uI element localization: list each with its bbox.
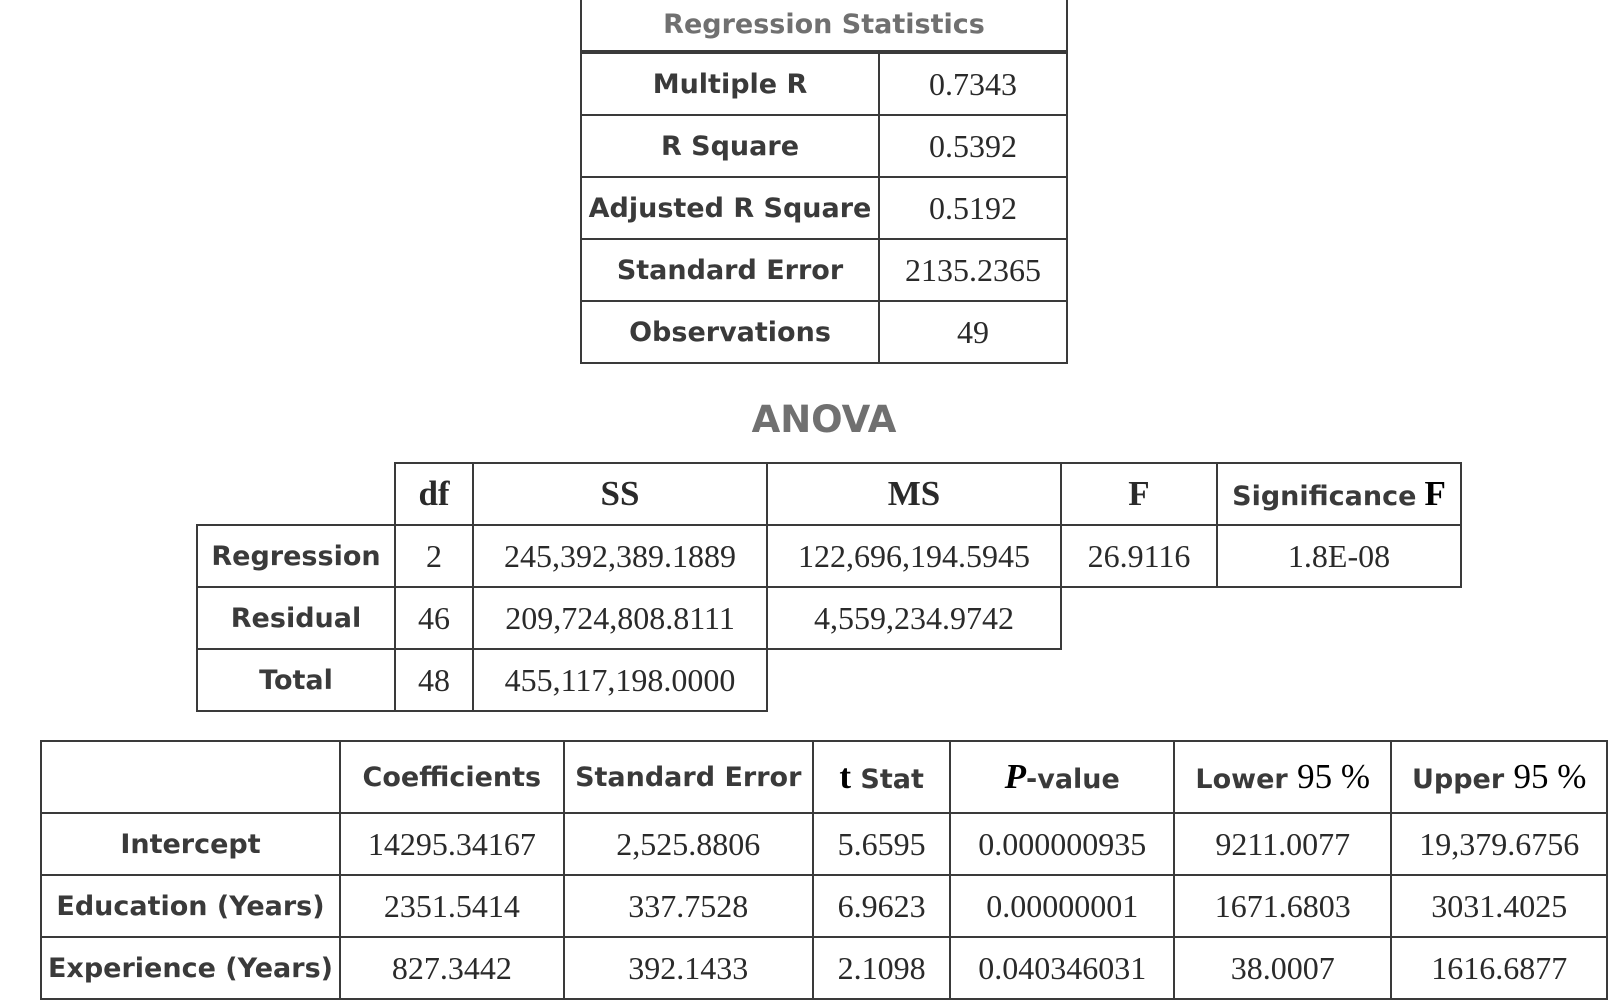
f-cell: 26.9116 <box>1061 525 1217 587</box>
lower-95-cell: 9211.0077 <box>1174 813 1391 875</box>
empty-cell <box>41 741 340 813</box>
row-label: Residual <box>197 587 395 649</box>
p-letter: P <box>1004 757 1027 796</box>
stat-value: 0.5192 <box>879 177 1067 239</box>
p-value-cell: 0.000000935 <box>950 813 1174 875</box>
significance-label: Significance <box>1232 481 1417 512</box>
stat-label: Stat <box>851 764 924 795</box>
row-label: Experience (Years) <box>41 937 340 999</box>
ms-cell: 122,696,194.5945 <box>767 525 1061 587</box>
ss-cell: 455,117,198.0000 <box>473 649 767 711</box>
stat-value: 2135.2365 <box>879 239 1067 301</box>
t-stat-cell: 5.6595 <box>813 813 951 875</box>
p-value-header <box>950 741 1174 813</box>
df-header: df <box>395 463 473 525</box>
lower-95-header <box>1174 741 1391 813</box>
significance-cell: 1.8E-08 <box>1217 525 1461 587</box>
significance-f-header <box>1217 463 1461 525</box>
coefficients-header: Coefficients <box>340 741 564 813</box>
t-stat-cell: 6.9623 <box>813 875 951 937</box>
table-row <box>581 177 1067 239</box>
df-cell: 48 <box>395 649 473 711</box>
table-row <box>581 239 1067 301</box>
stat-value: 0.5392 <box>879 115 1067 177</box>
standard-error-header: Standard Error <box>564 741 813 813</box>
anova-title: ANOVA <box>751 398 897 441</box>
stat-value: 0.7343 <box>879 52 1067 115</box>
ss-cell: 209,724,808.8111 <box>473 587 767 649</box>
ss-header: SS <box>473 463 767 525</box>
p-value-cell: 0.00000001 <box>950 875 1174 937</box>
coefficients-header-row <box>41 741 1607 813</box>
standard-error-cell: 337.7528 <box>564 875 813 937</box>
regression-statistics-title: Regression Statistics <box>581 0 1067 52</box>
stat-value: 49 <box>879 301 1067 363</box>
upper-95-cell: 19,379.6756 <box>1391 813 1607 875</box>
table-row <box>197 525 1461 587</box>
table-row <box>581 52 1067 115</box>
t-stat-header <box>813 741 951 813</box>
df-cell: 2 <box>395 525 473 587</box>
p-value-cell: 0.040346031 <box>950 937 1174 999</box>
lower-95-cell: 38.0007 <box>1174 937 1391 999</box>
t-letter: t <box>839 757 852 796</box>
anova-header-row <box>197 463 1461 525</box>
table-row <box>197 587 1461 649</box>
table-row <box>581 301 1067 363</box>
empty-cell <box>1061 587 1461 649</box>
coefficients-table <box>40 740 1608 1000</box>
df-cell: 46 <box>395 587 473 649</box>
upper-95-cell: 3031.4025 <box>1391 875 1607 937</box>
coefficient-cell: 14295.34167 <box>340 813 564 875</box>
standard-error-cell: 2,525.8806 <box>564 813 813 875</box>
stat-label: Multiple R <box>581 52 879 115</box>
stat-label: Observations <box>581 301 879 363</box>
row-label: Education (Years) <box>41 875 340 937</box>
empty-cell <box>197 463 395 525</box>
coefficient-cell: 827.3442 <box>340 937 564 999</box>
upper-label: Upper <box>1411 764 1514 795</box>
coefficient-cell: 2351.5414 <box>340 875 564 937</box>
t-stat-cell: 2.1098 <box>813 937 951 999</box>
ms-cell: 4,559,234.9742 <box>767 587 1061 649</box>
table-row <box>197 649 1461 711</box>
value-label: -value <box>1026 764 1120 795</box>
row-label: Total <box>197 649 395 711</box>
table-row <box>581 115 1067 177</box>
significance-f-letter: F <box>1424 474 1446 513</box>
row-label: Regression <box>197 525 395 587</box>
lower-95-cell: 1671.6803 <box>1174 875 1391 937</box>
lower-percent: 95 % <box>1297 757 1371 796</box>
ss-cell: 245,392,389.1889 <box>473 525 767 587</box>
table-row <box>41 813 1607 875</box>
stat-label: R Square <box>581 115 879 177</box>
upper-95-cell: 1616.6877 <box>1391 937 1607 999</box>
lower-label: Lower <box>1195 764 1298 795</box>
stat-label: Adjusted R Square <box>581 177 879 239</box>
table-row <box>41 875 1607 937</box>
ms-header: MS <box>767 463 1061 525</box>
standard-error-cell: 392.1433 <box>564 937 813 999</box>
regression-statistics-table <box>580 0 1068 364</box>
row-label: Intercept <box>41 813 340 875</box>
stat-label: Standard Error <box>581 239 879 301</box>
empty-cell <box>767 649 1461 711</box>
anova-table <box>196 462 1462 712</box>
f-header: F <box>1061 463 1217 525</box>
table-row <box>41 937 1607 999</box>
upper-percent: 95 % <box>1513 757 1587 796</box>
upper-95-header <box>1391 741 1607 813</box>
